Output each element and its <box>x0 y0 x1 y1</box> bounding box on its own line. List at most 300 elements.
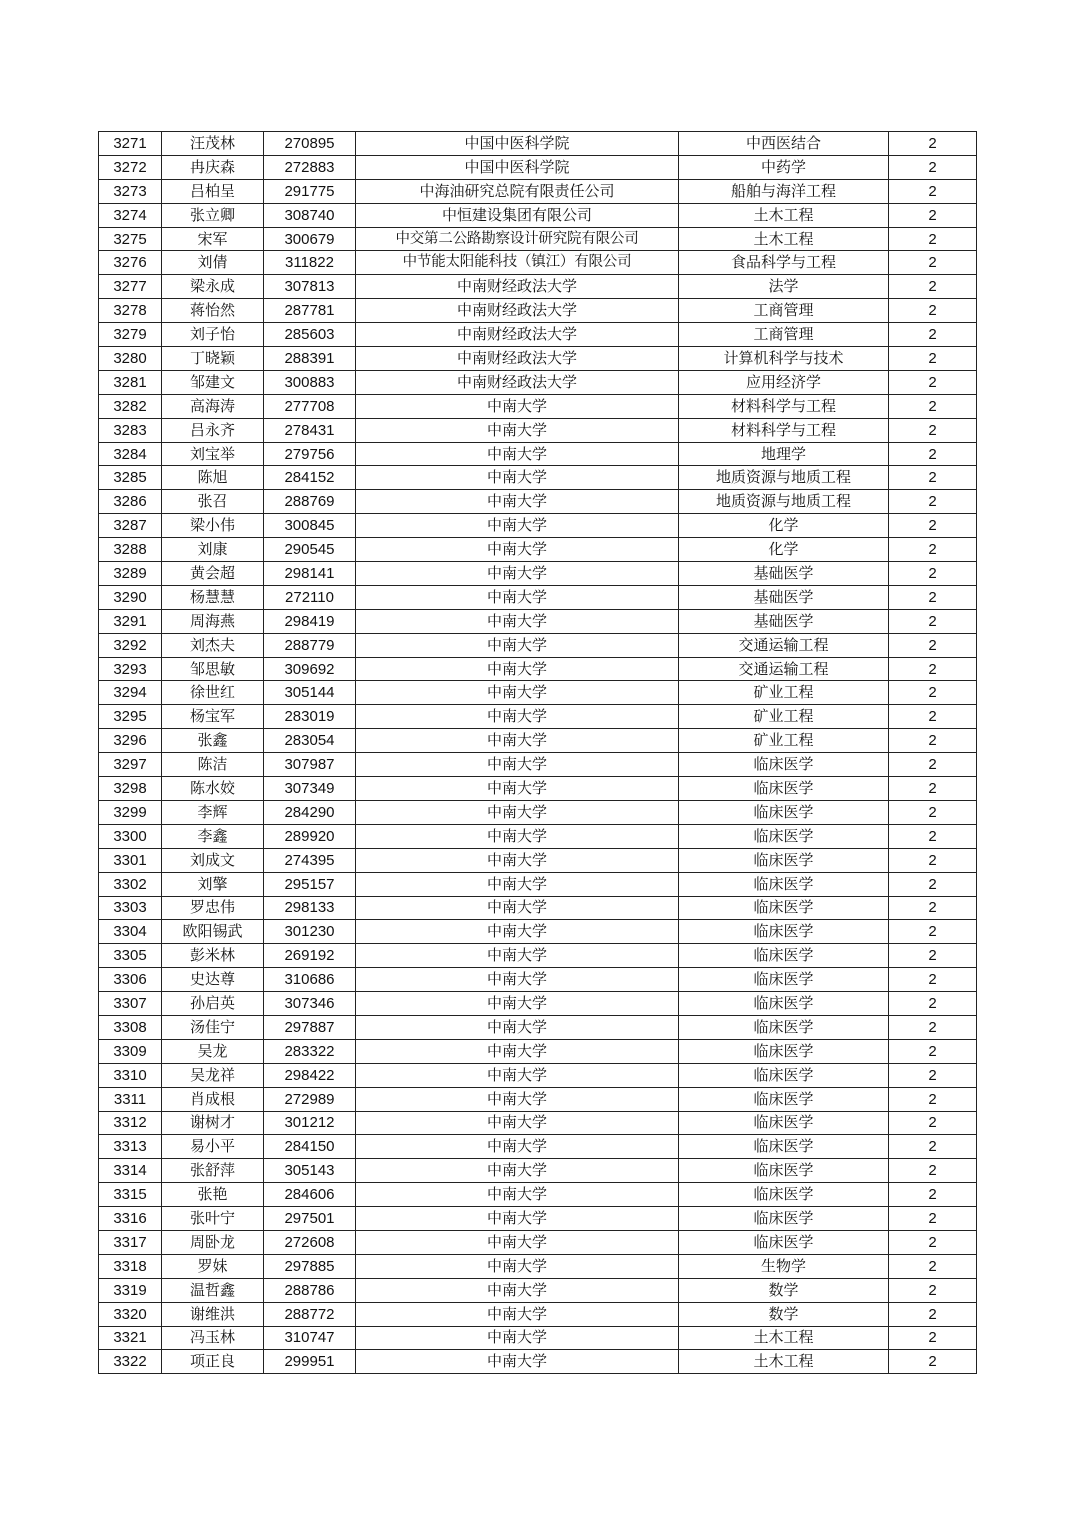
person-id: 298419 <box>264 609 356 633</box>
table-row <box>99 1015 977 1039</box>
row-number: 3300 <box>99 824 162 848</box>
person-id: 309692 <box>264 657 356 681</box>
organization: 中南大学 <box>356 944 679 968</box>
count-value: 2 <box>889 1207 977 1231</box>
person-id: 307987 <box>264 753 356 777</box>
person-name: 陈水姣 <box>162 777 264 801</box>
person-id: 295157 <box>264 872 356 896</box>
discipline: 临床医学 <box>679 777 889 801</box>
person-name: 刘倩 <box>162 251 264 275</box>
count-value: 2 <box>889 585 977 609</box>
person-name: 刘杰夫 <box>162 633 264 657</box>
person-name: 陈洁 <box>162 753 264 777</box>
person-name: 高海涛 <box>162 394 264 418</box>
discipline: 临床医学 <box>679 1087 889 1111</box>
row-number: 3303 <box>99 896 162 920</box>
row-number: 3316 <box>99 1207 162 1231</box>
table-row <box>99 227 977 251</box>
person-name: 李辉 <box>162 800 264 824</box>
count-value: 2 <box>889 777 977 801</box>
organization: 中南大学 <box>356 800 679 824</box>
count-value: 2 <box>889 872 977 896</box>
organization: 中南大学 <box>356 633 679 657</box>
person-id: 269192 <box>264 944 356 968</box>
person-id: 284290 <box>264 800 356 824</box>
organization: 中南大学 <box>356 896 679 920</box>
person-id: 288772 <box>264 1302 356 1326</box>
count-value: 2 <box>889 896 977 920</box>
discipline: 临床医学 <box>679 896 889 920</box>
count-value: 2 <box>889 275 977 299</box>
discipline: 材料科学与工程 <box>679 418 889 442</box>
table-row <box>99 1350 977 1374</box>
person-id: 300679 <box>264 227 356 251</box>
organization: 中南大学 <box>356 753 679 777</box>
organization: 中南大学 <box>356 681 679 705</box>
count-value: 2 <box>889 968 977 992</box>
person-name: 刘擎 <box>162 872 264 896</box>
person-name: 刘宝举 <box>162 442 264 466</box>
discipline: 地质资源与地质工程 <box>679 466 889 490</box>
person-name: 张鑫 <box>162 729 264 753</box>
person-name: 刘康 <box>162 538 264 562</box>
person-id: 297885 <box>264 1254 356 1278</box>
person-name: 谢树才 <box>162 1111 264 1135</box>
person-id: 288786 <box>264 1278 356 1302</box>
person-name: 汪茂林 <box>162 132 264 156</box>
person-id: 272110 <box>264 585 356 609</box>
organization: 中南财经政法大学 <box>356 370 679 394</box>
person-name: 张艳 <box>162 1183 264 1207</box>
table-row <box>99 251 977 275</box>
organization: 中南大学 <box>356 466 679 490</box>
row-number: 3283 <box>99 418 162 442</box>
person-id: 299951 <box>264 1350 356 1374</box>
row-number: 3282 <box>99 394 162 418</box>
table-row <box>99 299 977 323</box>
organization: 中南大学 <box>356 1350 679 1374</box>
discipline: 临床医学 <box>679 1039 889 1063</box>
table-row <box>99 538 977 562</box>
person-name: 宋军 <box>162 227 264 251</box>
person-id: 307813 <box>264 275 356 299</box>
person-name: 吕永齐 <box>162 418 264 442</box>
row-number: 3289 <box>99 562 162 586</box>
row-number: 3321 <box>99 1326 162 1350</box>
discipline: 化学 <box>679 514 889 538</box>
row-number: 3314 <box>99 1159 162 1183</box>
organization: 中南大学 <box>356 394 679 418</box>
roster-table <box>98 131 977 1374</box>
discipline: 基础医学 <box>679 562 889 586</box>
person-name: 杨宝军 <box>162 705 264 729</box>
count-value: 2 <box>889 538 977 562</box>
row-number: 3296 <box>99 729 162 753</box>
count-value: 2 <box>889 1087 977 1111</box>
person-name: 欧阳锡武 <box>162 920 264 944</box>
row-number: 3313 <box>99 1135 162 1159</box>
organization: 中南大学 <box>356 1230 679 1254</box>
table-row <box>99 848 977 872</box>
row-number: 3318 <box>99 1254 162 1278</box>
row-number: 3291 <box>99 609 162 633</box>
discipline: 工商管理 <box>679 299 889 323</box>
person-name: 史达尊 <box>162 968 264 992</box>
table-row <box>99 442 977 466</box>
row-number: 3297 <box>99 753 162 777</box>
discipline: 船舶与海洋工程 <box>679 179 889 203</box>
table-row <box>99 800 977 824</box>
discipline: 法学 <box>679 275 889 299</box>
person-name: 项正良 <box>162 1350 264 1374</box>
discipline: 临床医学 <box>679 1183 889 1207</box>
organization: 中南大学 <box>356 1207 679 1231</box>
table-row <box>99 920 977 944</box>
discipline: 临床医学 <box>679 872 889 896</box>
organization: 中南财经政法大学 <box>356 347 679 371</box>
discipline: 材料科学与工程 <box>679 394 889 418</box>
discipline: 临床医学 <box>679 1207 889 1231</box>
count-value: 2 <box>889 1183 977 1207</box>
row-number: 3275 <box>99 227 162 251</box>
person-name: 徐世红 <box>162 681 264 705</box>
person-id: 308740 <box>264 203 356 227</box>
count-value: 2 <box>889 418 977 442</box>
table-row <box>99 1207 977 1231</box>
discipline: 临床医学 <box>679 944 889 968</box>
person-id: 298141 <box>264 562 356 586</box>
person-id: 297887 <box>264 1015 356 1039</box>
count-value: 2 <box>889 514 977 538</box>
person-id: 288769 <box>264 490 356 514</box>
person-name: 易小平 <box>162 1135 264 1159</box>
person-id: 310686 <box>264 968 356 992</box>
count-value: 2 <box>889 1135 977 1159</box>
row-number: 3315 <box>99 1183 162 1207</box>
table-row <box>99 418 977 442</box>
count-value: 2 <box>889 1278 977 1302</box>
person-id: 272989 <box>264 1087 356 1111</box>
count-value: 2 <box>889 394 977 418</box>
count-value: 2 <box>889 1015 977 1039</box>
table-row <box>99 896 977 920</box>
person-name: 邹思敏 <box>162 657 264 681</box>
row-number: 3276 <box>99 251 162 275</box>
count-value: 2 <box>889 227 977 251</box>
discipline: 临床医学 <box>679 1063 889 1087</box>
organization: 中南大学 <box>356 1326 679 1350</box>
table-row <box>99 777 977 801</box>
table-row <box>99 872 977 896</box>
row-number: 3322 <box>99 1350 162 1374</box>
count-value: 2 <box>889 370 977 394</box>
organization: 中南大学 <box>356 705 679 729</box>
discipline: 矿业工程 <box>679 681 889 705</box>
organization: 中南大学 <box>356 442 679 466</box>
table-row <box>99 155 977 179</box>
row-number: 3312 <box>99 1111 162 1135</box>
person-name: 刘子怡 <box>162 323 264 347</box>
table-row <box>99 203 977 227</box>
person-id: 305144 <box>264 681 356 705</box>
table-row <box>99 370 977 394</box>
count-value: 2 <box>889 347 977 371</box>
table-row <box>99 824 977 848</box>
discipline: 交通运输工程 <box>679 657 889 681</box>
discipline: 临床医学 <box>679 1015 889 1039</box>
organization: 中南大学 <box>356 514 679 538</box>
person-name: 罗妹 <box>162 1254 264 1278</box>
table-row <box>99 633 977 657</box>
person-name: 丁晓颖 <box>162 347 264 371</box>
person-id: 272608 <box>264 1230 356 1254</box>
discipline: 临床医学 <box>679 848 889 872</box>
organization: 中南大学 <box>356 992 679 1016</box>
person-name: 梁小伟 <box>162 514 264 538</box>
organization: 中南大学 <box>356 538 679 562</box>
discipline: 食品科学与工程 <box>679 251 889 275</box>
person-name: 冉庆森 <box>162 155 264 179</box>
organization: 中海油研究总院有限责任公司 <box>356 179 679 203</box>
person-name: 吴龙祥 <box>162 1063 264 1087</box>
table-row <box>99 275 977 299</box>
person-id: 283322 <box>264 1039 356 1063</box>
row-number: 3307 <box>99 992 162 1016</box>
organization: 中南大学 <box>356 609 679 633</box>
person-name: 张召 <box>162 490 264 514</box>
discipline: 生物学 <box>679 1254 889 1278</box>
table-row <box>99 992 977 1016</box>
table-row <box>99 1302 977 1326</box>
person-id: 300883 <box>264 370 356 394</box>
count-value: 2 <box>889 824 977 848</box>
row-number: 3272 <box>99 155 162 179</box>
table-row <box>99 681 977 705</box>
row-number: 3286 <box>99 490 162 514</box>
organization: 中南大学 <box>356 1159 679 1183</box>
discipline: 临床医学 <box>679 800 889 824</box>
organization: 中南财经政法大学 <box>356 323 679 347</box>
organization: 中节能太阳能科技（镇江）有限公司 <box>356 251 679 275</box>
person-id: 310747 <box>264 1326 356 1350</box>
organization: 中南大学 <box>356 1278 679 1302</box>
organization: 中南大学 <box>356 729 679 753</box>
count-value: 2 <box>889 155 977 179</box>
person-id: 288779 <box>264 633 356 657</box>
discipline: 临床医学 <box>679 1159 889 1183</box>
count-value: 2 <box>889 609 977 633</box>
discipline: 土木工程 <box>679 227 889 251</box>
table-row <box>99 1135 977 1159</box>
person-id: 298422 <box>264 1063 356 1087</box>
person-id: 279756 <box>264 442 356 466</box>
organization: 中南财经政法大学 <box>356 275 679 299</box>
organization: 中南大学 <box>356 824 679 848</box>
row-number: 3280 <box>99 347 162 371</box>
organization: 中恒建设集团有限公司 <box>356 203 679 227</box>
table-row <box>99 585 977 609</box>
discipline: 临床医学 <box>679 1230 889 1254</box>
count-value: 2 <box>889 657 977 681</box>
row-number: 3301 <box>99 848 162 872</box>
row-number: 3306 <box>99 968 162 992</box>
table-row <box>99 1063 977 1087</box>
person-id: 311822 <box>264 251 356 275</box>
discipline: 矿业工程 <box>679 729 889 753</box>
discipline: 矿业工程 <box>679 705 889 729</box>
row-number: 3320 <box>99 1302 162 1326</box>
person-name: 张舒萍 <box>162 1159 264 1183</box>
count-value: 2 <box>889 1111 977 1135</box>
organization: 中南大学 <box>356 848 679 872</box>
person-name: 周海燕 <box>162 609 264 633</box>
organization: 中南大学 <box>356 657 679 681</box>
discipline: 地质资源与地质工程 <box>679 490 889 514</box>
table-row <box>99 944 977 968</box>
person-name: 刘成文 <box>162 848 264 872</box>
discipline: 临床医学 <box>679 968 889 992</box>
person-id: 289920 <box>264 824 356 848</box>
organization: 中南大学 <box>356 1183 679 1207</box>
person-name: 罗忠伟 <box>162 896 264 920</box>
row-number: 3274 <box>99 203 162 227</box>
row-number: 3298 <box>99 777 162 801</box>
person-id: 284606 <box>264 1183 356 1207</box>
person-id: 283054 <box>264 729 356 753</box>
person-id: 284152 <box>264 466 356 490</box>
count-value: 2 <box>889 1254 977 1278</box>
row-number: 3293 <box>99 657 162 681</box>
row-number: 3278 <box>99 299 162 323</box>
person-id: 301212 <box>264 1111 356 1135</box>
table-row <box>99 968 977 992</box>
table-row <box>99 609 977 633</box>
table-row <box>99 1087 977 1111</box>
person-name: 冯玉林 <box>162 1326 264 1350</box>
discipline: 临床医学 <box>679 824 889 848</box>
organization: 中南财经政法大学 <box>356 299 679 323</box>
person-name: 陈旭 <box>162 466 264 490</box>
person-name: 吕柏呈 <box>162 179 264 203</box>
row-number: 3294 <box>99 681 162 705</box>
person-id: 285603 <box>264 323 356 347</box>
row-number: 3310 <box>99 1063 162 1087</box>
person-id: 272883 <box>264 155 356 179</box>
organization: 中南大学 <box>356 777 679 801</box>
person-id: 291775 <box>264 179 356 203</box>
person-name: 吴龙 <box>162 1039 264 1063</box>
discipline: 临床医学 <box>679 920 889 944</box>
person-id: 270895 <box>264 132 356 156</box>
organization: 中南大学 <box>356 585 679 609</box>
count-value: 2 <box>889 442 977 466</box>
row-number: 3279 <box>99 323 162 347</box>
person-id: 301230 <box>264 920 356 944</box>
row-number: 3317 <box>99 1230 162 1254</box>
count-value: 2 <box>889 562 977 586</box>
row-number: 3302 <box>99 872 162 896</box>
table-row <box>99 323 977 347</box>
discipline: 中西医结合 <box>679 132 889 156</box>
person-id: 288391 <box>264 347 356 371</box>
row-number: 3290 <box>99 585 162 609</box>
person-id: 307346 <box>264 992 356 1016</box>
count-value: 2 <box>889 1063 977 1087</box>
organization: 中国中医科学院 <box>356 155 679 179</box>
person-id: 284150 <box>264 1135 356 1159</box>
person-id: 283019 <box>264 705 356 729</box>
person-name: 张立卿 <box>162 203 264 227</box>
row-number: 3281 <box>99 370 162 394</box>
row-number: 3287 <box>99 514 162 538</box>
count-value: 2 <box>889 466 977 490</box>
row-number: 3271 <box>99 132 162 156</box>
count-value: 2 <box>889 1326 977 1350</box>
discipline: 数学 <box>679 1302 889 1326</box>
row-number: 3284 <box>99 442 162 466</box>
row-number: 3288 <box>99 538 162 562</box>
person-name: 李鑫 <box>162 824 264 848</box>
table-row <box>99 490 977 514</box>
row-number: 3311 <box>99 1087 162 1111</box>
row-number: 3304 <box>99 920 162 944</box>
count-value: 2 <box>889 920 977 944</box>
count-value: 2 <box>889 705 977 729</box>
organization: 中交第二公路勘察设计研究院有限公司 <box>356 227 679 251</box>
table-row <box>99 514 977 538</box>
table-row <box>99 1230 977 1254</box>
table-row <box>99 179 977 203</box>
discipline: 数学 <box>679 1278 889 1302</box>
count-value: 2 <box>889 681 977 705</box>
count-value: 2 <box>889 1230 977 1254</box>
count-value: 2 <box>889 490 977 514</box>
table-row <box>99 1039 977 1063</box>
discipline: 土木工程 <box>679 1350 889 1374</box>
discipline: 化学 <box>679 538 889 562</box>
person-id: 274395 <box>264 848 356 872</box>
discipline: 土木工程 <box>679 203 889 227</box>
person-id: 307349 <box>264 777 356 801</box>
discipline: 计算机科学与技术 <box>679 347 889 371</box>
row-number: 3273 <box>99 179 162 203</box>
discipline: 工商管理 <box>679 323 889 347</box>
organization: 中南大学 <box>356 490 679 514</box>
person-name: 彭米林 <box>162 944 264 968</box>
table-row <box>99 1159 977 1183</box>
table-row <box>99 729 977 753</box>
person-name: 黄会超 <box>162 562 264 586</box>
row-number: 3305 <box>99 944 162 968</box>
organization: 中南大学 <box>356 1254 679 1278</box>
person-id: 278431 <box>264 418 356 442</box>
row-number: 3309 <box>99 1039 162 1063</box>
discipline: 中药学 <box>679 155 889 179</box>
organization: 中南大学 <box>356 968 679 992</box>
table-row <box>99 657 977 681</box>
count-value: 2 <box>889 1039 977 1063</box>
person-id: 277708 <box>264 394 356 418</box>
table-row <box>99 1278 977 1302</box>
person-id: 297501 <box>264 1207 356 1231</box>
row-number: 3277 <box>99 275 162 299</box>
table-row <box>99 562 977 586</box>
count-value: 2 <box>889 299 977 323</box>
person-id: 298133 <box>264 896 356 920</box>
organization: 中国中医科学院 <box>356 132 679 156</box>
organization: 中南大学 <box>356 872 679 896</box>
count-value: 2 <box>889 729 977 753</box>
